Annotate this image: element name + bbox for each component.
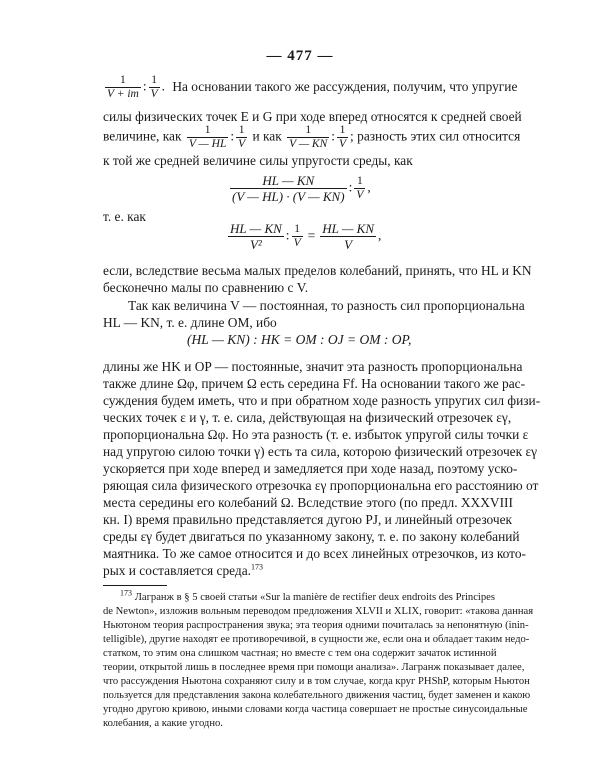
equation-2: $\frac{HL — KN}{\text{V²}}$ : $\frac{1}{V}$ = $\frac{HL — KN}{V}$ ,: [230, 221, 382, 252]
footnote-line-1: $^{173}$ Лагранж в § 5 своей статьи «Sur la manière de rectifier deux endroits des Principes: [120, 588, 495, 603]
text-line-7: Так как величина V — постоянная, то разность сил пропорциональна: [128, 298, 525, 313]
equation-1: $\frac{HL — KN}{(V — HL) \cdot (V — KN)}$ : $\frac{1}{V}$ ,: [232, 173, 371, 204]
fraction-1-over-v: $\frac{1}{V}$: [339, 124, 347, 150]
text-line-12: ческих точек ε и γ, т. е. сила, действующая на физический отрезочек εγ,: [103, 410, 512, 425]
fraction-1-over-v: $\frac{1}{V}$: [238, 124, 246, 150]
text-line-2: силы физических точек E и G при ходе вперед относятся к средней своей: [103, 109, 522, 124]
fraction-1-over-v-plus-im: $\frac{1}{V + im}$: [107, 74, 139, 100]
footnote-line-8: пользуется для представления закона колебательного движения частиц, будет заменен и какою: [103, 690, 531, 701]
text-line-5: если, вследствие весьма малых пределов колебаний, принять, что HL и KN: [103, 263, 532, 278]
fraction-1-over-v-minus-hl: $\frac{1}{V — HL}$: [188, 124, 227, 150]
footnote-line-4: telligible), другие находят ее противоречивой, в сущности же, если она и обладает таким недо-: [103, 634, 530, 645]
page-number: — 477 —: [266, 48, 334, 64]
text-line-8: HL — KN, т. е. длине OM, ибо: [103, 315, 277, 330]
footnote-line-3: Ньютоном теория распространения звука; эта теория одними почиталась за непонятную (inin-: [103, 620, 529, 631]
text-line-1: $\frac{1}{V + im}$ : $\frac{1}{V}$ . На основании такого же рассуждения, получим, что упругие: [107, 74, 518, 100]
text-line-tek: т. е. как: [103, 209, 146, 224]
text-line-14: над упругою силою точки γ) есть та сила, которою физический отрезочек εγ: [103, 444, 538, 459]
text-line-11: суждения будем иметь, что и при обратном ходе разность упругих сил физи-: [103, 393, 541, 408]
text-line-4: к той же средней величине силы упругости среды, как: [103, 153, 413, 168]
text-line-3: величине, как $\frac{1}{V — HL}$ : $\frac{1}{V}$ и как $\frac{1}{V — KN}$ : $\frac{1}{V}$ ; разность этих сил относится: [103, 124, 521, 150]
text-line-20: маятника. То же самое относится и до всех линейных отрезочков, из кото-: [103, 546, 527, 561]
footnote-divider: [103, 585, 167, 586]
footnote-line-2: de Newton», изложив вольным переводом предложения XLVII и XLIX, говорит: «такова данная: [103, 606, 534, 617]
fraction-1-over-v: $\frac{1}{V}$: [150, 74, 158, 100]
text-line-19: среды εγ будет двигаться по указанному закону, т. е. по закону колебаний: [103, 529, 520, 544]
text-line-18: кн. I) время правильно представляется дугою PJ, и линейный отрезочек: [103, 512, 513, 527]
footnote-line-6: теории, открытой лишь в последнее время при помощи анализа». Лагранж показывает далее,: [103, 662, 525, 673]
footnote-ref-173: 173: [251, 562, 264, 572]
footnote-line-5: статком, то этим она слишком частная; но вместе с тем она содержит зачаток истинной: [103, 648, 497, 659]
text-line-16: ряющая сила физического отрезочка εγ пропорциональна его расстоянию от: [103, 478, 539, 493]
text-line-6: бесконечно малы по сравнению с V.: [103, 280, 309, 295]
text-line-17: места середины его колебаний Ω. Вследствие этого (по предл. XXXVIII: [103, 495, 513, 510]
footnote-line-9: угодно другою кривою, иными словами когда частица совершает не простые синусоидальные: [103, 704, 528, 715]
text-line-21: рых и составляется среда.$^{173}$: [103, 562, 264, 578]
text-fragment: На основании такого же рассуждения, получим, что упругие: [172, 78, 518, 94]
fraction-1-over-v-minus-kn: $\frac{1}{V — KN}$: [289, 124, 328, 150]
text-line-15: ускоряется при ходе вперед и замедляется при ходе назад, поэтому уско-: [103, 461, 518, 476]
equation-3: (HL — KN) : HK = OM : OJ = OM : OP,: [187, 332, 412, 347]
footnote-line-10: колебания, а какие угодно.: [103, 718, 223, 729]
text-line-13: пропорциональна Ωφ. Но эта разность (т. е. избыток упругой силы точки ε: [103, 427, 529, 442]
text-line-9: длины же HK и OP — постоянные, значит эта разность пропорциональна: [103, 359, 523, 374]
footnote-line-7: что рассуждения Ньютона сохраняют силу и в том случае, когда круг PHShP, которым Ньютон: [103, 676, 530, 687]
text-line-10: также длине Ωφ, причем Ω есть середина Ff. На основании такого же рас-: [103, 376, 526, 391]
